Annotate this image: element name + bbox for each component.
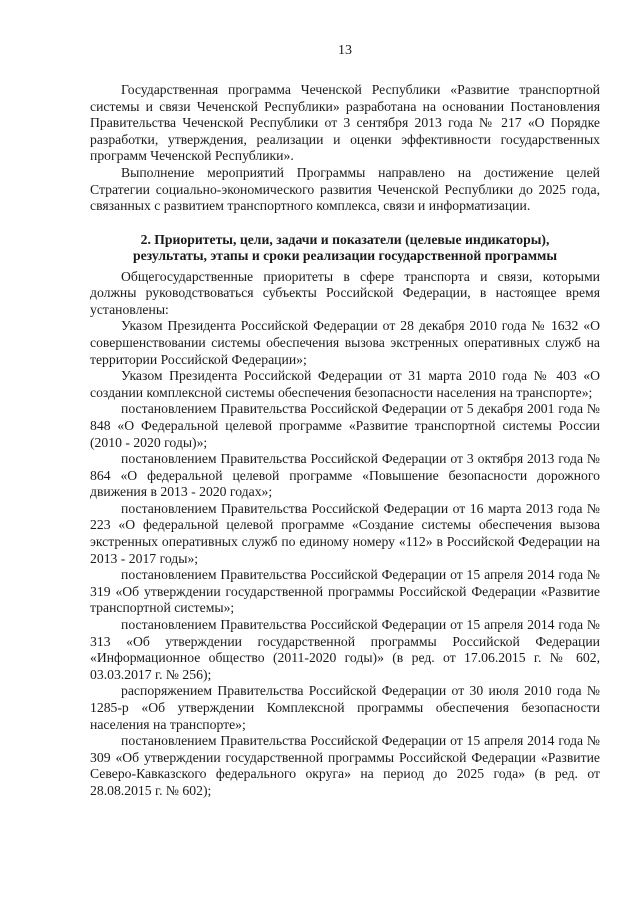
section-lead-paragraph: Общегосударственные приоритеты в сфере транспорта и связи, которыми должны руководствоваться субъекты Российской Федерации, в настоящее время установлены: <box>90 268 600 317</box>
legal-act-item: Указом Президента Российской Федерации от 28 декабря 2010 года № 1632 «О совершенствовании системы обеспечения вызова экстренных оперативных служб на территории Российской Федерации»; <box>90 318 600 367</box>
intro-paragraph: Государственная программа Чеченской Республики «Развитие транспортной системы и связи Чеченской Республики» разработана на основании Постановления Правительства Чеченской Республики от 3 сентября 2013 года № 217 «О Порядке разработки, утверждения, реализации и оценки эффективности государственных программ Чеченской Республики». <box>90 82 600 164</box>
legal-act-item: постановлением Правительства Российской Федерации от 15 апреля 2014 года № 309 «Об утверждении государственной программы Российской Федерации «Развитие Северо-Кавказского федерального округа» на период до 2025 года» (в ред. от 28.08.2015 г. № 602); <box>90 733 600 798</box>
page-number: 13 <box>338 43 352 58</box>
legal-act-item: Указом Президента Российской Федерации от 31 марта 2010 года № 403 «О создании комплексной системы обеспечения безопасности населения на транспорте»; <box>90 368 600 400</box>
section-heading-line: результаты, этапы и сроки реализации государственной программы <box>132 248 558 264</box>
section-heading-line: 2. Приоритеты, цели, задачи и показатели (целевые индикаторы), <box>140 231 550 247</box>
legal-act-item: постановлением Правительства Российской Федерации от 15 апреля 2014 года № 313 «Об утверждении государственной программы Российской Федерации «Информационное общество (2011-2020 годы)» (в ред. от 17.06.2015 г. № 602, 03.03.2017 г. № 256); <box>90 617 600 682</box>
legal-act-item: распоряжением Правительства Российской Федерации от 30 июля 2010 года № 1285-р «Об утверждении Комплексной программы обеспечения безопасности населения на транспорте»; <box>90 683 600 732</box>
intro-paragraph: Выполнение мероприятий Программы направлено на достижение целей Стратегии социально-экономического развития Чеченской Республики до 2025 года, связанных с развитием транспортного комплекса, связи и информатизации. <box>90 164 600 214</box>
legal-act-item: постановлением Правительства Российской Федерации от 3 октября 2013 года № 864 «О федеральной целевой программе «Повышение безопасности дорожного движения в 2013 - 2020 годах»; <box>90 451 600 500</box>
legal-act-item: постановлением Правительства Российской Федерации от 15 апреля 2014 года № 319 «Об утверждении государственной программы Российской Федерации «Развитие транспортной системы»; <box>90 567 600 616</box>
legal-act-item: постановлением Правительства Российской Федерации от 5 декабря 2001 года № 848 «О Федеральной целевой программе «Развитие транспортной системы России (2010 - 2020 годы)»; <box>90 401 600 450</box>
section-heading <box>90 232 600 265</box>
legal-act-item: постановлением Правительства Российской Федерации от 16 марта 2013 года № 223 «О федеральной целевой программе «Создание системы обеспечения вызова экстренных оперативных служб по единому номеру «112» в Российской Федерации на 2013 - 2017 годы»; <box>90 500 600 566</box>
